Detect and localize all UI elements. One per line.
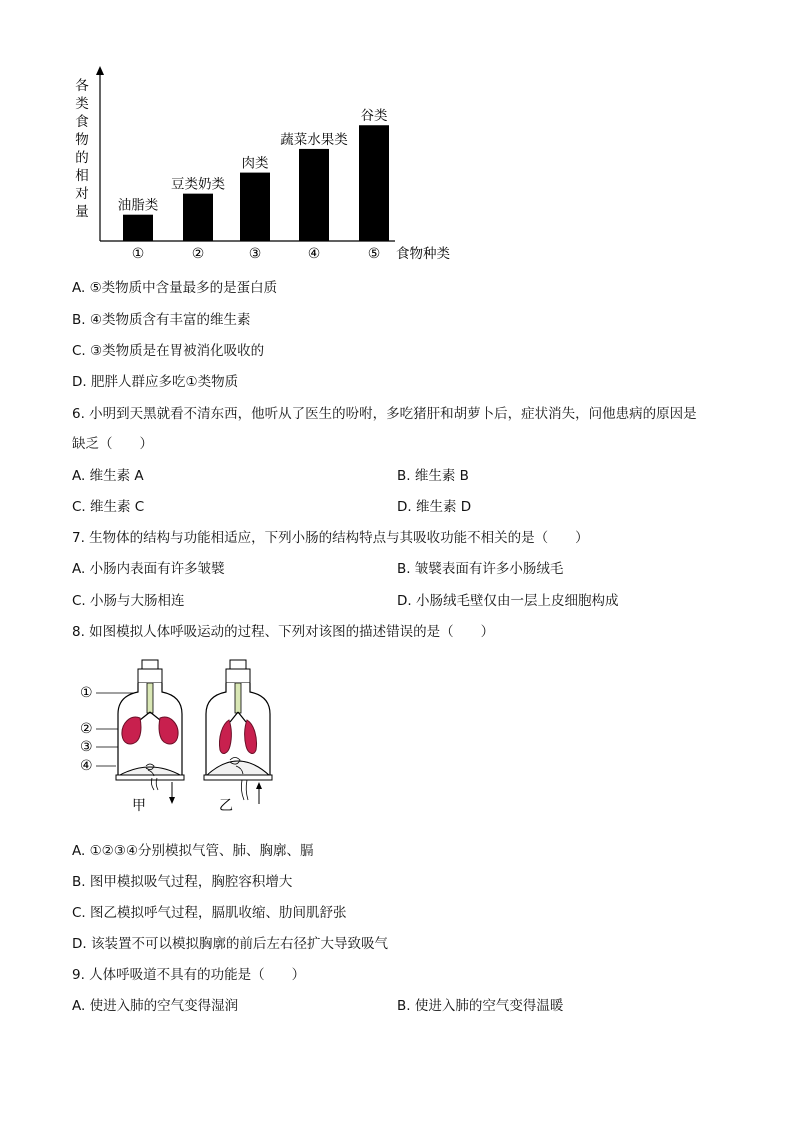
bar-label-2: 豆类奶类	[171, 176, 225, 193]
label-2: ②	[80, 721, 93, 737]
bar-1	[123, 215, 153, 241]
food-bar-chart	[60, 60, 480, 270]
y-label-char: 对	[75, 186, 89, 202]
y-axis-arrow	[96, 66, 104, 75]
q6-option-a[interactable]: A. 维生素 A	[72, 468, 144, 484]
q7-option-d[interactable]: D. 小肠绒毛壁仅由一层上皮细胞构成	[397, 593, 619, 609]
x-tick-label-4: ④	[307, 246, 321, 262]
q9-option-a[interactable]: A. 使进入肺的空气变得湿润	[72, 998, 239, 1014]
y-label-char: 相	[75, 168, 89, 184]
q8-option-d[interactable]: D. 该装置不可以模拟胸廓的前后左右径扩大导致吸气	[72, 936, 388, 952]
jar-jia	[116, 660, 184, 814]
label-4: ④	[80, 758, 93, 774]
bar-label-4: 蔬菜水果类	[280, 131, 348, 148]
q8-option-b[interactable]: B. 图甲模拟吸气过程，胸腔容积增大	[72, 874, 293, 890]
q5-option-b[interactable]: B. ④类物质含有丰富的维生素	[72, 312, 251, 328]
q6-option-b[interactable]: B. 维生素 B	[397, 468, 469, 484]
q9-option-b[interactable]: B. 使进入肺的空气变得温暖	[397, 998, 564, 1014]
jar-yi	[204, 660, 272, 814]
y-label-char: 量	[75, 204, 89, 220]
q5-option-d[interactable]: D. 肥胖人群应多吃①类物质	[72, 374, 239, 390]
label-jia: 甲	[132, 798, 146, 814]
q6-stem-line1: 6. 小明到天黑就看不清东西，他听从了医生的吩咐，多吃猪肝和胡萝卜后，症状消失，问他患病的原因是	[72, 406, 697, 422]
bar-3	[240, 173, 270, 241]
y-label-char: 物	[75, 132, 89, 148]
q8-option-a[interactable]: A. ①②③④分别模拟气管、肺、胸廓、膈	[72, 843, 314, 859]
label-1: ①	[80, 685, 93, 701]
x-axis-label: 食物种类	[396, 246, 450, 262]
bar-5	[359, 125, 389, 241]
q6-stem-line2: 缺乏（ ）	[72, 436, 153, 452]
q7-stem: 7. 生物体的结构与功能相适应，下列小肠的结构特点与其吸收功能不相关的是（ ）	[72, 530, 589, 546]
x-tick-label-5: ⑤	[367, 246, 381, 262]
q6-option-d[interactable]: D. 维生素 D	[397, 499, 472, 515]
y-label-char: 类	[75, 96, 89, 112]
y-label-char: 食	[75, 114, 89, 130]
bar-4	[299, 149, 329, 241]
y-axis-label	[75, 78, 89, 220]
breathing-model-diagram	[78, 650, 288, 820]
q5-option-c[interactable]: C. ③类物质是在胃被消化吸收的	[72, 343, 265, 359]
x-tick-label-2: ②	[191, 246, 205, 262]
q8-option-c[interactable]: C. 图乙模拟呼气过程，膈肌收缩、肋间肌舒张	[72, 905, 347, 921]
q7-option-a[interactable]: A. 小肠内表面有许多皱襞	[72, 561, 225, 577]
x-tick-label-3: ③	[248, 246, 262, 262]
bar-label-5: 谷类	[360, 108, 388, 125]
q6-option-c[interactable]: C. 维生素 C	[72, 499, 145, 515]
q9-stem: 9. 人体呼吸道不具有的功能是（ ）	[72, 967, 306, 983]
q8-stem: 8. 如图模拟人体呼吸运动的过程、下列对该图的描述错误的是（ ）	[72, 624, 495, 640]
y-label-char: 的	[75, 150, 89, 166]
label-yi: 乙	[219, 798, 233, 814]
bar-label-3: 肉类	[241, 155, 269, 172]
q5-option-a[interactable]: A. ⑤类物质中含量最多的是蛋白质	[72, 280, 278, 296]
bar-label-1: 油脂类	[117, 197, 159, 214]
q7-option-b[interactable]: B. 皱襞表面有许多小肠绒毛	[397, 561, 564, 577]
bar-2	[183, 194, 213, 241]
y-label-char: 各	[75, 78, 89, 94]
x-tick-label-1: ①	[131, 246, 145, 262]
q7-option-c[interactable]: C. 小肠与大肠相连	[72, 593, 185, 609]
label-3: ③	[80, 739, 93, 755]
